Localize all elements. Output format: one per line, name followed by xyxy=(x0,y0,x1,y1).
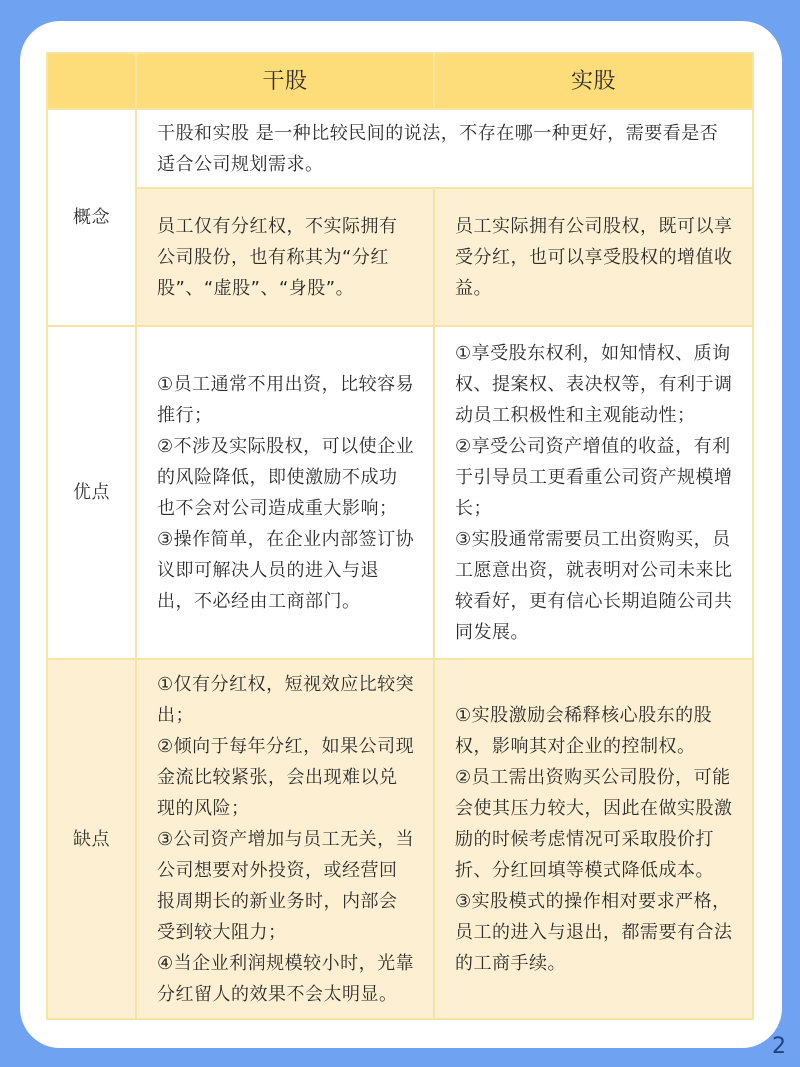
advantage-item: ①享受股东权利，如知情权、质询权、提案权、表决权等，有利于调动员工积极性和主观能动性； xyxy=(455,342,733,426)
row-label-advantages: 优点 xyxy=(48,327,137,660)
header-shi-gu: 实股 xyxy=(435,54,752,110)
advantage-item: ①员工通常不用出资，比较容易推行； xyxy=(157,373,415,426)
disadvantages-shi-gu xyxy=(435,660,752,1018)
concept-gan-text: 员工仅有分红权，不实际拥有公司股份，也有称其为“分红股”、“虚股”、“身股”。 xyxy=(157,215,398,299)
disadvantage-item: ①仅有分红权，短视效应比较突出； xyxy=(157,673,415,726)
advantage-item: ③实股通常需要员工出资购买，员工愿意出资，就表明对公司未来比较看好，更有信心长期追随公司共同发展。 xyxy=(455,528,733,643)
disadvantage-item: ③实股模式的操作相对要求严格，员工的进入与退出，都需要有合法的工商手续。 xyxy=(455,890,733,974)
header-gan-gu: 干股 xyxy=(137,54,435,110)
concept-shared-note xyxy=(137,110,752,189)
advantage-item: ②不涉及实际股权，可以使企业的风险降低，即使激励不成功也不会对公司造成重大影响； xyxy=(157,435,415,519)
concept-note-text: 干股和实股 是一种比较民间的说法，不存在哪一种更好，需要看是否适合公司规划需求。 xyxy=(157,122,719,175)
advantage-item: ③操作简单，在企业内部签订协议即可解决人员的进入与退出，不必经由工商部门。 xyxy=(157,528,415,612)
disadvantage-item: ②员工需出资购买公司股份，可能会使其压力较大，因此在做实股激励的时候考虑情况可采取股价打折、分红回填等模式降低成本。 xyxy=(455,766,733,881)
row-label-disadvantages: 缺点 xyxy=(48,660,137,1018)
row-label-concept: 概念 xyxy=(48,110,137,327)
concept-shi-gu xyxy=(435,189,752,327)
advantages-shi-gu xyxy=(435,327,752,660)
disadvantages-gan-gu xyxy=(137,660,435,1018)
advantage-item: ②享受公司资产增值的收益，有利于引导员工更看重公司资产规模增长； xyxy=(455,435,733,519)
header-corner xyxy=(48,54,137,110)
page-number: 2 xyxy=(772,1034,786,1059)
advantages-gan-gu xyxy=(137,327,435,660)
concept-gan-gu xyxy=(137,189,435,327)
disadvantage-item: ④当企业利润规模较小时，光靠分红留人的效果不会太明显。 xyxy=(157,952,415,1005)
concept-shi-text: 员工实际拥有公司股权，既可以享受分红，也可以享受股权的增值收益。 xyxy=(455,215,733,299)
disadvantage-item: ①实股激励会稀释核心股东的股权，影响其对企业的控制权。 xyxy=(455,704,713,757)
disadvantage-item: ③公司资产增加与员工无关，当公司想要对外投资，或经营回报周期长的新业务时，内部会受到较大阻力； xyxy=(157,828,415,943)
comparison-table xyxy=(46,52,754,1020)
disadvantage-item: ②倾向于每年分红，如果公司现金流比较紧张，会出现难以兑现的风险； xyxy=(157,735,415,819)
